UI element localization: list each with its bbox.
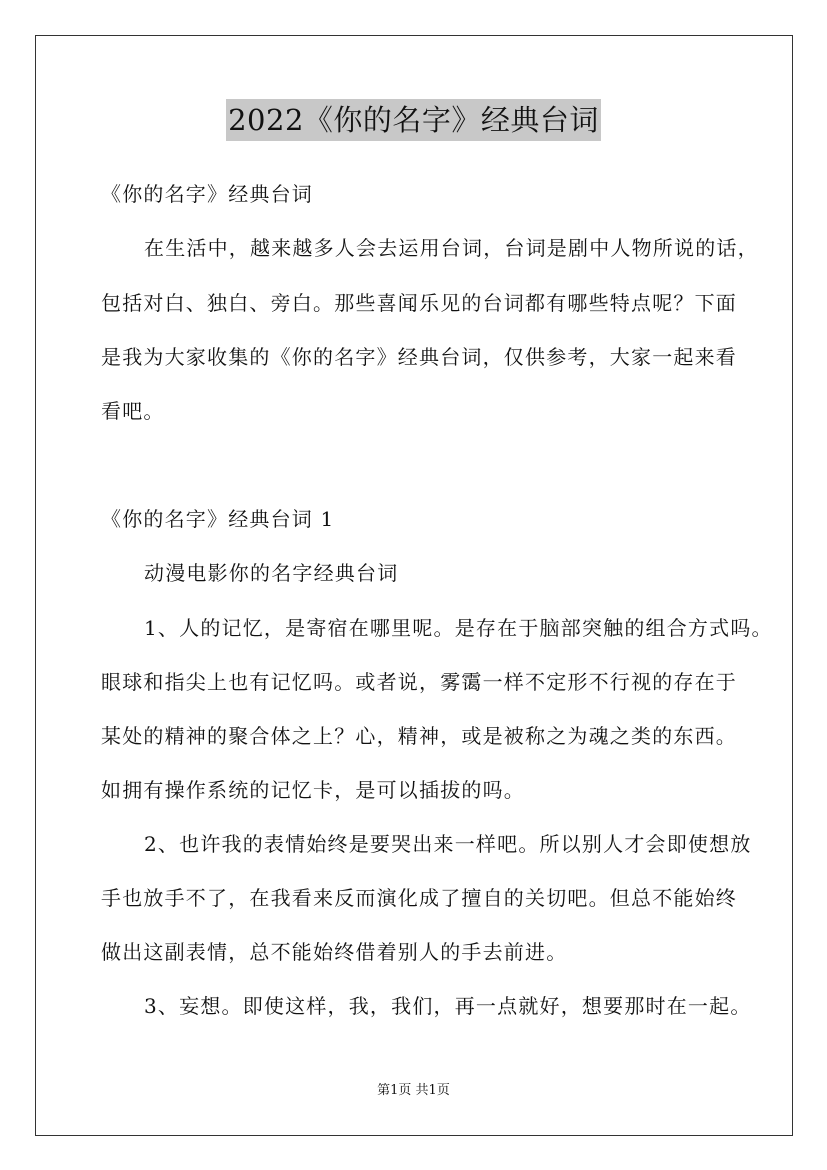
- quote-line: 如拥有操作系统的记忆卡，是可以插拔的吗。: [101, 778, 525, 802]
- quote-line: 做出这副表情，总不能始终借着别人的手去前进。: [101, 940, 568, 964]
- subtitle: 《你的名字》经典台词: [101, 182, 313, 206]
- quote-line: 眼球和指尖上也有记忆吗。或者说，雾霭一样不定形不行视的存在于: [101, 670, 737, 694]
- quote-line: 3、妄想。即使这样，我，我们，再一点就好，想要那时在一起。: [144, 994, 752, 1018]
- section-heading: 《你的名字》经典台词 1: [101, 507, 335, 531]
- intro-line: 看吧。: [101, 399, 165, 423]
- intro-line: 是我为大家收集的《你的名字》经典台词，仅供参考，大家一起来看: [101, 345, 737, 369]
- page-footer: 第1页 共1页: [377, 1083, 450, 1098]
- intro-line: 包括对白、独白、旁白。那些喜闻乐见的台词都有哪些特点呢？下面: [101, 291, 737, 315]
- page-title: 2022《你的名字》经典台词: [226, 99, 601, 141]
- quote-line: 手也放手不了，在我看来反而演化成了擅自的关切吧。但总不能始终: [101, 886, 737, 910]
- quote-line: 某处的精神的聚合体之上？心，精神，或是被称之为魂之类的东西。: [101, 724, 737, 748]
- intro-line: 在生活中，越来越多人会去运用台词，台词是剧中人物所说的话，: [144, 236, 759, 260]
- title-wrap: [0, 99, 827, 141]
- quote-line: 1、人的记忆，是寄宿在哪里呢。是存在于脑部突触的组合方式吗。: [144, 616, 773, 640]
- section-subheading: 动漫电影你的名字经典台词: [144, 561, 399, 585]
- quote-line: 2、也许我的表情始终是要哭出来一样吧。所以别人才会即使想放: [144, 832, 752, 856]
